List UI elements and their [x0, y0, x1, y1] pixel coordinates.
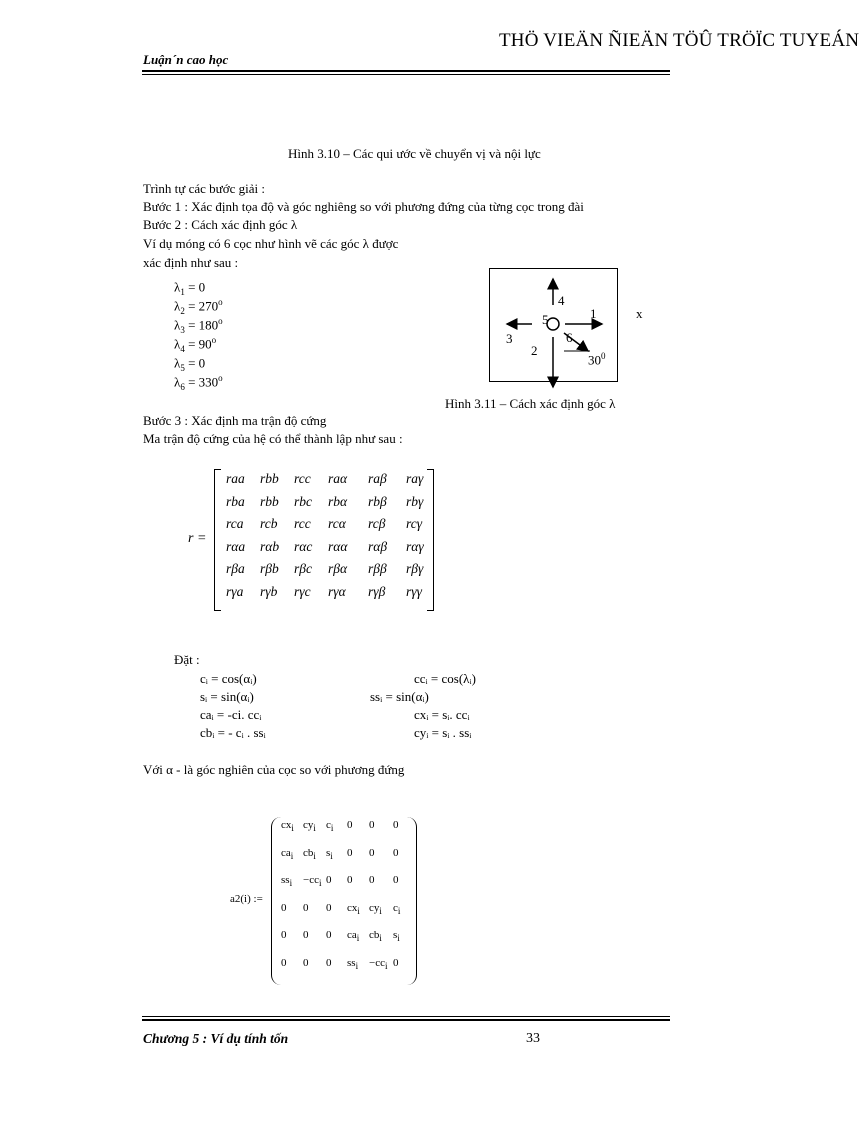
library-banner: THÖ VIEÄN ÑIEÄN TÖÛ TRÖÏC TUYEÁN	[499, 30, 859, 51]
a2-cell-value: cb	[303, 846, 314, 859]
a2-cell	[303, 874, 321, 888]
lambda-degree: o	[218, 373, 223, 383]
stiffness-cell: raγ	[406, 471, 424, 486]
alpha-note: Với α - là góc nghiên của cọc so với phương đứng	[143, 762, 405, 777]
a2-cell-value: ss	[281, 874, 290, 886]
a2-cell-index: i	[330, 823, 334, 834]
a2-cell	[369, 929, 382, 943]
stiffness-cell: rbb	[260, 471, 279, 486]
stiffness-lhs: r =	[188, 531, 207, 546]
a2-cell-value: cy	[303, 819, 314, 831]
step-3: Bước 3 : Xác định ma trận độ cứng	[143, 413, 327, 428]
stiffness-cell: rba	[226, 493, 245, 509]
stiffness-cell: rbc	[294, 493, 312, 509]
lambda-symbol: λ	[174, 355, 181, 371]
a2-cell-index: i	[313, 823, 316, 834]
a2-cell-value: 0	[281, 901, 287, 914]
a2-cell-value: −cc	[303, 874, 319, 886]
a2-cell-index: i	[290, 850, 294, 861]
lambda-value: = 0	[184, 279, 206, 295]
stiffness-cell: rβc	[294, 561, 312, 576]
a2-cell-value: ca	[281, 846, 291, 859]
a2-cell	[393, 874, 399, 886]
definitions-title: Đặt :	[174, 652, 200, 667]
a2-cell-index: i	[384, 960, 388, 971]
a2-cell-value: 0	[281, 929, 287, 941]
a2-cell	[393, 902, 400, 916]
angle-value: 30	[588, 352, 601, 368]
def-cc: ccᵢ = cos(λᵢ)	[414, 671, 476, 686]
angle-degree: 0	[601, 351, 606, 361]
stiffness-cell: rβb	[260, 561, 279, 576]
def-cy: cyᵢ = sᵢ . ssᵢ	[414, 725, 472, 740]
def-c: cᵢ = cos(αᵢ)	[200, 671, 257, 686]
page-number: 33	[526, 1031, 540, 1046]
stiffness-cell: rbα	[328, 493, 348, 509]
lambda-value: = 180	[184, 317, 219, 333]
a2-cell-index: i	[356, 933, 360, 944]
a2-cell-index: i	[330, 850, 333, 861]
a2-cell-value: cx	[347, 901, 358, 914]
axis-label-x: x	[636, 306, 643, 321]
a2-cell-index: i	[397, 905, 401, 916]
a2-cell	[303, 819, 316, 833]
lambda-index: 5	[180, 362, 185, 373]
a2-cell-value: 0	[347, 819, 353, 831]
a2-cell	[347, 847, 353, 859]
a2-cell-index: i	[379, 933, 382, 944]
lambda-index: 6	[180, 381, 185, 392]
a2-cell	[281, 847, 293, 861]
a2-cell	[303, 902, 309, 914]
stiffness-bracket-left	[214, 469, 221, 611]
lambda-item	[174, 369, 223, 396]
a2-cell	[326, 847, 333, 861]
def-ca: caᵢ = -ci. ccᵢ	[200, 707, 262, 722]
a2-cell-index: i	[291, 823, 294, 834]
stiffness-cell: rγα	[328, 583, 346, 599]
stiffness-cell: rγb	[260, 583, 278, 599]
a2-cell-index: i	[313, 850, 316, 861]
figure-3-10-caption: Hình 3.10 – Các qui ước về chuyển vị và nội lực	[288, 146, 541, 161]
a2-paren-right	[406, 817, 417, 985]
a2-cell-value: 0	[369, 874, 375, 886]
a2-cell-value: 0	[369, 819, 375, 831]
lambda-symbol: λ	[174, 317, 181, 333]
lambda-symbol: λ	[174, 279, 181, 295]
example-line-2: xác định như sau :	[143, 255, 239, 270]
a2-cell-value: 0	[326, 874, 332, 886]
a2-matrix	[271, 817, 417, 985]
stiffness-cell: rβa	[226, 561, 245, 576]
stiffness-cell: rγγ	[406, 583, 422, 599]
pile-label-3: 3	[506, 331, 513, 346]
lambda-symbol: λ	[174, 298, 181, 314]
stiffness-cell: rca	[226, 516, 244, 531]
a2-cell	[281, 819, 294, 833]
a2-cell	[369, 874, 375, 886]
steps-intro: Trình tự các bước giải :	[143, 181, 265, 196]
pile-label-5: 5	[542, 312, 549, 327]
lambda-value: = 270	[184, 298, 219, 314]
a2-cell-value: 0	[393, 819, 399, 831]
a2-cell-value: 0	[281, 956, 287, 969]
stiffness-cell: rαα	[328, 538, 348, 554]
a2-cell	[347, 957, 358, 971]
a2-cell-value: c	[326, 819, 331, 831]
a2-cell	[326, 819, 333, 833]
pile-label-1: 1	[590, 306, 597, 321]
a2-cell	[393, 957, 399, 969]
a2-cell-value: cy	[369, 901, 380, 914]
a2-cell	[347, 819, 353, 831]
header-thesis-label: Luận´n cao học	[143, 52, 229, 67]
stiffness-bracket-right	[427, 469, 434, 611]
a2-cell-value: 0	[393, 846, 399, 859]
a2-cell	[369, 819, 375, 831]
stiffness-cell: rcα	[328, 516, 346, 531]
footer-rule-thick	[142, 1019, 670, 1021]
a2-cell-value: s	[393, 929, 398, 941]
a2-cell	[369, 902, 382, 916]
a2-cell	[347, 929, 359, 943]
a2-cell	[281, 874, 292, 888]
footer-rule-thin	[142, 1016, 670, 1017]
a2-cell-value: 0	[326, 901, 332, 914]
lambda-symbol: λ	[174, 336, 181, 352]
figure-3-11-caption: Hình 3.11 – Cách xác định góc λ	[445, 396, 616, 411]
a2-cell-value: s	[326, 846, 331, 859]
a2-cell-value: 0	[369, 846, 375, 859]
a2-cell	[326, 874, 332, 886]
lambda-degree: o	[211, 335, 217, 345]
a2-cell	[281, 929, 287, 941]
example-line-1: Ví dụ móng có 6 cọc như hình vẽ các góc λ được	[143, 236, 399, 251]
a2-cell-value: 0	[303, 901, 309, 914]
def-cx: cxᵢ = sᵢ. ccᵢ	[414, 707, 470, 722]
a2-cell	[281, 957, 287, 969]
lambda-index: 3	[180, 324, 185, 335]
a2-cell	[303, 929, 309, 941]
stiffness-cell: rββ	[368, 561, 387, 576]
angle-label	[588, 351, 606, 368]
a2-cell-value: 0	[393, 956, 399, 969]
stiffness-cell: raa	[226, 471, 245, 486]
pile-label-6: 6	[566, 330, 573, 345]
lambda-index: 1	[180, 286, 185, 297]
stiffness-cell: raα	[328, 471, 348, 486]
stiffness-cell: rγa	[226, 583, 244, 599]
a2-cell	[393, 847, 399, 859]
a2-cell-value: 0	[326, 956, 332, 969]
stiffness-cell: rbβ	[368, 493, 387, 509]
a2-cell-value: 0	[347, 846, 353, 859]
stiffness-cell: rγβ	[368, 583, 386, 599]
chapter-label: Chương 5 : Ví dụ tính tốn	[143, 1031, 289, 1046]
a2-cell-value: cb	[369, 929, 380, 941]
stiffness-cell: rαβ	[368, 538, 388, 554]
pile-label-2: 2	[531, 343, 538, 358]
def-ss: ssᵢ = sin(αᵢ)	[370, 689, 429, 704]
a2-cell-index: i	[357, 905, 360, 916]
stiffness-cell: rαγ	[406, 538, 424, 554]
stiffness-cell: rβγ	[406, 561, 424, 576]
a2-cell	[369, 957, 387, 971]
step-1: Bước 1 : Xác định tọa độ và góc nghiêng so với phương đứng của từng cọc trong đài	[143, 199, 584, 214]
lambda-index: 2	[180, 305, 185, 316]
figure-3-11-box	[489, 268, 643, 382]
stiffness-cell: rαc	[294, 538, 313, 554]
stiffness-cell: rαb	[260, 538, 280, 554]
lambda-value: = 0	[184, 355, 206, 371]
stiffness-cell: rcc	[294, 516, 311, 531]
a2-cell-value: cx	[281, 819, 292, 831]
lambda-degree: o	[218, 297, 223, 307]
stiffness-matrix	[214, 469, 434, 609]
stiffness-cell: rbγ	[406, 493, 424, 509]
stiffness-cell: rγc	[294, 583, 311, 599]
stiffness-cell: rαa	[226, 538, 246, 554]
def-cb: cbᵢ = - cᵢ . ssᵢ	[200, 725, 266, 740]
a2-cell-value: 0	[303, 929, 309, 941]
a2-cell	[303, 847, 316, 861]
a2-cell	[347, 902, 360, 916]
a2-cell	[326, 929, 332, 941]
a2-cell-index: i	[379, 905, 382, 916]
a2-cell-value: −cc	[369, 956, 385, 969]
a2-cell-value: ca	[347, 929, 357, 941]
def-s: sᵢ = sin(αᵢ)	[200, 689, 254, 704]
a2-cell	[393, 929, 400, 943]
pile-label-4: 4	[558, 293, 565, 308]
stiffness-cell: rβα	[328, 561, 348, 576]
lambda-symbol: λ	[174, 374, 181, 390]
lambda-value: = 90	[184, 336, 212, 352]
a2-cell-index: i	[355, 960, 359, 971]
a2-cell	[326, 957, 332, 969]
a2-cell-value: ss	[347, 956, 356, 969]
stiffness-cell: rcβ	[368, 516, 386, 531]
a2-cell	[393, 819, 399, 831]
a2-cell-index: i	[318, 878, 322, 889]
a2-cell-value: 0	[393, 874, 399, 886]
lambda-index: 4	[180, 343, 185, 354]
stiffness-cell: raβ	[368, 471, 387, 486]
stiffness-cell: rcb	[260, 516, 278, 531]
lambda-degree: o	[218, 316, 223, 326]
pile-5-circle	[547, 318, 559, 330]
step-2: Bước 2 : Cách xác định góc λ	[143, 217, 298, 232]
stiffness-cell: rcc	[294, 471, 311, 486]
a2-cell	[303, 957, 309, 969]
a2-cell-value: 0	[326, 929, 332, 941]
a2-cell-value: c	[393, 901, 398, 914]
a2-cell	[347, 874, 353, 886]
a2-cell	[326, 902, 332, 914]
a2-cell	[281, 902, 287, 914]
a2-cell	[369, 847, 375, 859]
a2-lhs: a2(i) :=	[230, 893, 263, 905]
a2-cell-value: 0	[303, 956, 309, 969]
header-rule-thin	[142, 74, 670, 75]
a2-cell-index: i	[397, 933, 400, 944]
step-3-subtitle: Ma trận độ cứng của hệ có thể thành lập như sau :	[143, 431, 403, 446]
lambda-value: = 330	[184, 374, 219, 390]
stiffness-cell: rcγ	[406, 516, 423, 531]
a2-cell-index: i	[289, 878, 293, 889]
stiffness-cell: rbb	[260, 493, 279, 509]
a2-cell-value: 0	[347, 874, 353, 886]
header-rule-thick	[142, 70, 670, 72]
